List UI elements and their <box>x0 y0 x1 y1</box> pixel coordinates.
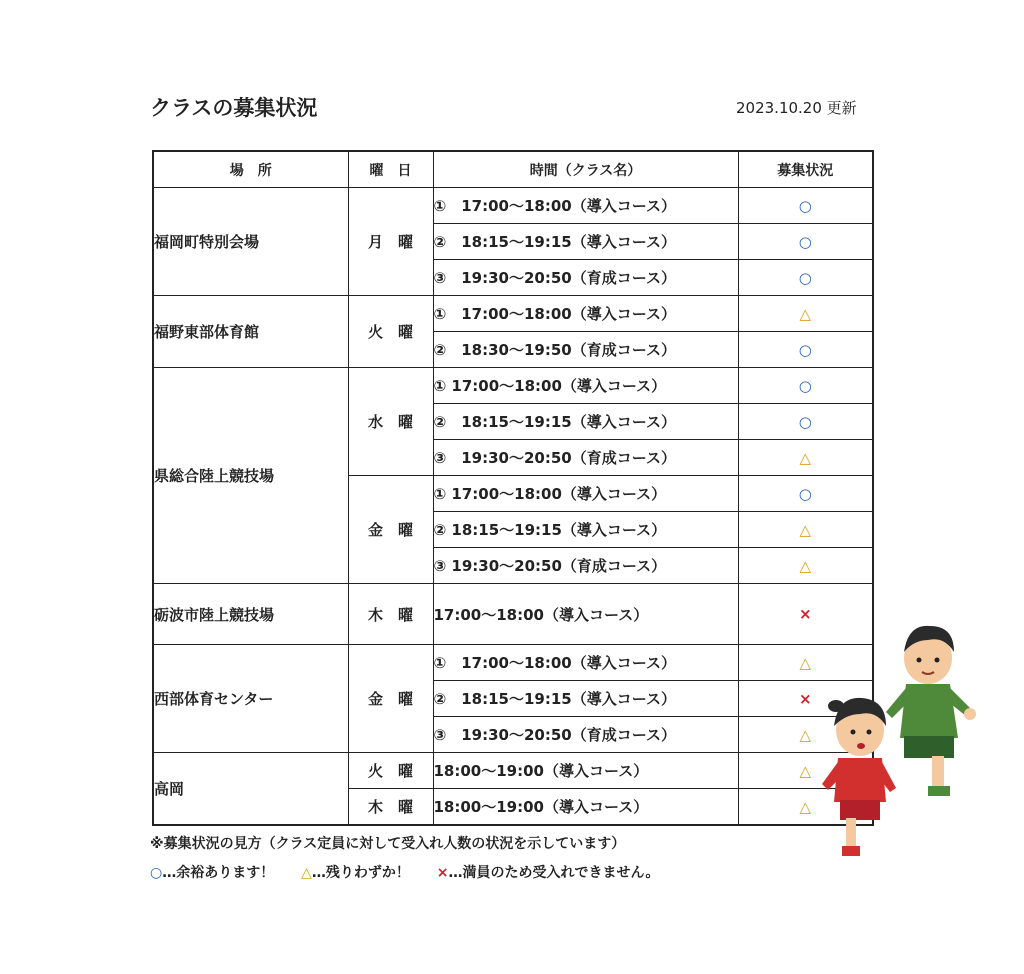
venue-cell: 高岡 <box>153 753 348 826</box>
time-slot: ② 18:15～19:15（導入コース） <box>433 224 738 260</box>
boy-runner <box>886 626 976 796</box>
day-cell: 金 曜 <box>348 476 433 584</box>
day-cell: 木 曜 <box>348 584 433 645</box>
legend-item-available <box>150 865 274 881</box>
status-cell <box>738 332 873 368</box>
status-mark: ○ <box>798 232 812 251</box>
page-title: クラスの募集状況 <box>150 96 318 120</box>
status-mark: ○ <box>798 196 812 215</box>
legend-note: ※募集状況の見方（クラス定員に対して受入れ人数の状況を示しています） <box>150 836 626 852</box>
table-row <box>153 645 873 681</box>
time-slot: ① 17:00～18:00（導入コース） <box>433 188 738 224</box>
time-slot: ① 17:00～18:00（導入コース） <box>433 296 738 332</box>
status-mark: △ <box>799 653 812 672</box>
circle-mark: ○ <box>150 865 163 881</box>
legend-item-full <box>437 865 660 881</box>
status-cell <box>738 404 873 440</box>
status-mark: ○ <box>798 484 812 503</box>
venue-cell: 福岡町特別会場 <box>153 188 348 296</box>
status-cell <box>738 440 873 476</box>
status-mark: ○ <box>798 412 812 431</box>
girl-runner <box>822 698 896 856</box>
time-slot: ③ 19:30～20:50（育成コース） <box>433 260 738 296</box>
table-row <box>153 296 873 332</box>
status-mark: △ <box>799 520 812 539</box>
day-cell: 火 曜 <box>348 296 433 368</box>
venue-cell: 県総合陸上競技場 <box>153 368 348 584</box>
table-header <box>153 151 873 188</box>
day-cell: 金 曜 <box>348 645 433 753</box>
day-cell: 木 曜 <box>348 789 433 826</box>
legend-text: …余裕あります！ <box>162 865 275 881</box>
header-time: 時間（クラス名） <box>433 151 738 188</box>
table-row <box>153 368 873 404</box>
status-mark: △ <box>799 556 812 575</box>
updated-date: 2023.10.20 更新 <box>736 99 857 117</box>
time-slot: ① 17:00～18:00（導入コース） <box>433 476 738 512</box>
venue-cell: 西部体育センター <box>153 645 348 753</box>
legend <box>150 862 681 882</box>
legend-text: …満員のため受入れできません。 <box>448 865 660 881</box>
time-slot: ③ 19:30～20:50（育成コース） <box>433 717 738 753</box>
running-kids-illustration <box>820 618 980 863</box>
status-mark: △ <box>799 761 812 780</box>
status-cell <box>738 260 873 296</box>
table-row <box>153 753 873 789</box>
legend-item-few-left <box>301 865 410 881</box>
status-cell <box>738 188 873 224</box>
legend-text: …残りわずか！ <box>311 865 410 881</box>
status-cell <box>738 476 873 512</box>
table-row <box>153 584 873 645</box>
venue-cell: 福野東部体育館 <box>153 296 348 368</box>
time-slot: 18:00～19:00（導入コース） <box>433 789 738 826</box>
time-slot: ② 18:15～19:15（導入コース） <box>433 681 738 717</box>
time-slot: ① 17:00～18:00（導入コース） <box>433 645 738 681</box>
status-cell <box>738 368 873 404</box>
status-mark: ○ <box>798 268 812 287</box>
status-cell <box>738 296 873 332</box>
time-slot: ③ 19:30～20:50（育成コース） <box>433 440 738 476</box>
time-slot: 17:00～18:00（導入コース） <box>433 584 738 645</box>
status-mark: ○ <box>798 376 812 395</box>
venue-cell: 砺波市陸上競技場 <box>153 584 348 645</box>
time-slot: 18:00～19:00（導入コース） <box>433 753 738 789</box>
header-day: 曜 日 <box>348 151 433 188</box>
time-slot: ② 18:15～19:15（導入コース） <box>433 404 738 440</box>
status-cell <box>738 548 873 584</box>
status-mark: ○ <box>798 340 812 359</box>
status-cell <box>738 224 873 260</box>
day-cell: 水 曜 <box>348 368 433 476</box>
status-cell <box>738 512 873 548</box>
day-cell: 火 曜 <box>348 753 433 789</box>
schedule-table <box>152 150 874 826</box>
status-mark: × <box>798 605 812 623</box>
status-mark: △ <box>799 304 812 323</box>
header-status: 募集状況 <box>738 151 873 188</box>
time-slot: ② 18:15～19:15（導入コース） <box>433 512 738 548</box>
header-venue: 場 所 <box>153 151 348 188</box>
cross-mark: × <box>436 865 449 881</box>
table-row <box>153 188 873 224</box>
triangle-mark: △ <box>301 865 312 881</box>
status-mark: △ <box>799 725 812 744</box>
time-slot: ③ 19:30～20:50（育成コース） <box>433 548 738 584</box>
status-mark: × <box>798 689 812 708</box>
status-mark: △ <box>799 797 812 816</box>
time-slot: ② 18:30～19:50（育成コース） <box>433 332 738 368</box>
status-mark: △ <box>799 448 812 467</box>
time-slot: ① 17:00～18:00（導入コース） <box>433 368 738 404</box>
day-cell: 月 曜 <box>348 188 433 296</box>
